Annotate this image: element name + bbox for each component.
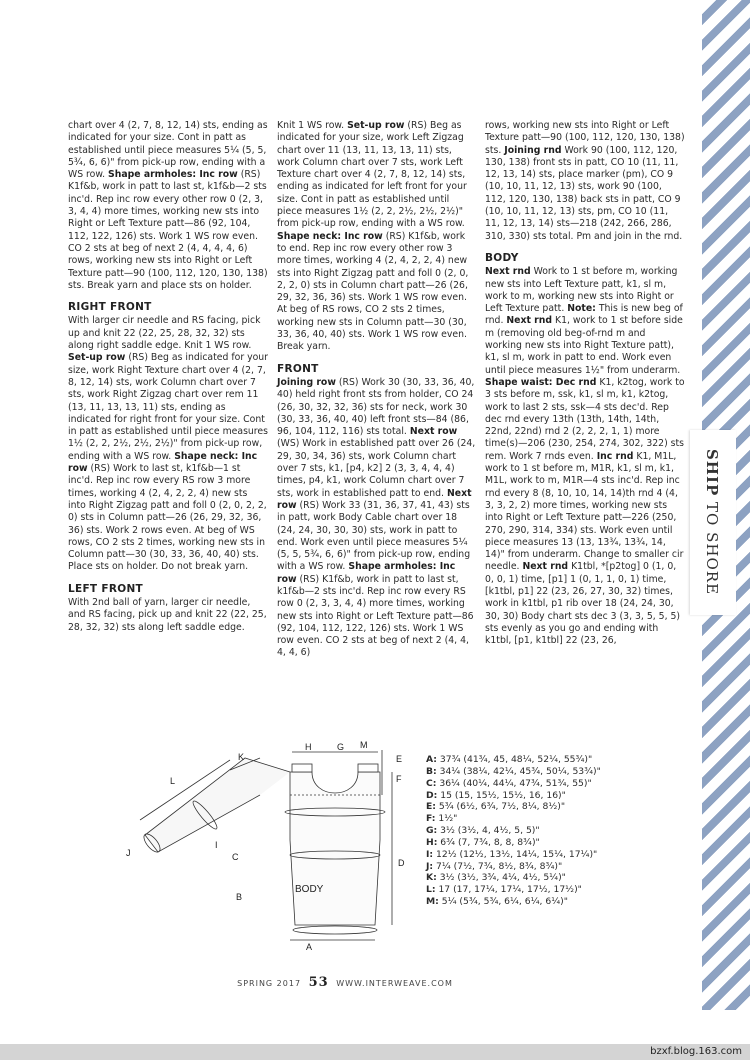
footer-season: SPRING 2017	[237, 979, 302, 988]
label-l: L	[170, 776, 176, 786]
label-j: J	[126, 848, 131, 858]
label-d: D	[398, 858, 405, 868]
label-m: M	[360, 740, 368, 750]
hip-oval	[293, 926, 377, 934]
schematic-diagram	[110, 740, 410, 950]
measurements-list	[426, 754, 626, 908]
label-h: H	[305, 742, 312, 752]
label-f: F	[396, 774, 402, 784]
measurement-row: D: 15 (15, 15½, 15½, 16, 16)"	[426, 789, 566, 801]
measurement-row: G: 3½ (3½, 4, 4½, 5, 5)"	[426, 825, 540, 837]
label-e: E	[396, 754, 403, 764]
label-g: G	[337, 742, 345, 752]
label-i: I	[215, 840, 218, 850]
measurement-row: J: 7¼ (7½, 7¾, 8½, 8¾, 8¾)"	[426, 860, 563, 872]
measurement-row: B: 34¼ (38¼, 42¼, 45¾, 50¼, 53¾)"	[426, 765, 601, 777]
section-tab-label	[695, 440, 729, 605]
saddle	[358, 764, 378, 772]
heading-right-front: RIGHT FRONT	[68, 301, 152, 314]
footer-site: WWW.INTERWEAVE.COM	[336, 979, 453, 988]
paragraph: With 2nd ball of yarn, larger cir needle, and RS facing, pick up and knit 22 (22, 25, 28, 32, 32) sts along left saddle edge.	[68, 596, 267, 633]
label-body: BODY	[295, 884, 324, 895]
measurement-row: A: 37¾ (41¾, 45, 48¼, 52¼, 55¾)"	[426, 754, 593, 765]
measurement-row: H: 6¾ (7, 7¾, 8, 8, 8¾)"	[426, 836, 540, 848]
heading-left-front: LEFT FRONT	[68, 582, 143, 595]
measurement-row: C: 36¼ (40¼, 44¼, 47¾, 51¾, 55)"	[426, 777, 592, 789]
paragraph: chart over 4 (2, 7, 8, 12, 14) sts, ending as indicated for your size. Cont in patt as established until piece measures 5¼ (5, 5, 5¾, 6, 6)" from pick-up row, ending with a WS row. Shape armholes: Inc row (RS) K1f&b, work in patt to last st, k1f&b—2 sts inc'd. Rep inc row every other row 0 (2, 3, 3, 4, 4) more times, working new sts into Right or Left Texture patt—86 (92, 104, 112, 122, 126) sts. Work 1 WS row even. CO 2 sts at beg of next 2 (4, 4, 4, 4, 6) rows, working new sts into Right or Left Texture patt—90 (100, 112, 120, 130, 138) sts. Break yarn and place sts on holder.	[68, 120, 268, 291]
paragraph: Knit 1 WS row. Set-up row (RS) Beg as indicated for your size, work Left Zigzag chart over 11 (13, 11, 13, 13, 11) sts, work Column chart over 7 sts, work Left Texture chart over 4 (2, 7, 8, 12, 14) sts, ending as indicated for left front for your size. Cont in patt as established until piece measures 1½ (2, 2, 2½, 2½, 2½)" from pick-up row, ending with a WS row. Shape neck: Inc row (RS) K1f&b, work to end. Rep inc row every other row 3 more times, working 4 (2, 4, 2, 2, 4) new sts into Right Zigzag patt and foll 0 (2, 0, 2, 2, 0) sts in Column chart patt—26 (26, 29, 32, 36, 36) sts. Work 1 WS row even. At beg of RS rows, CO 2 sts 2 times, working new sts in Column patt—30 (30, 33, 36, 40, 40) sts. Work 1 WS row even. Break yarn.	[277, 120, 469, 353]
label-b: B	[236, 892, 243, 902]
label-a: A	[306, 942, 313, 950]
heading-body: BODY	[485, 251, 519, 264]
measurement-row: K: 3½ (3½, 3¾, 4¼, 4½, 5¼)"	[426, 872, 566, 884]
credit-text: bzxf.blog.163.com	[650, 1046, 742, 1057]
text-column-1	[68, 120, 268, 634]
saddle	[292, 764, 312, 772]
label-k: K	[238, 752, 245, 762]
sleeve-outline	[145, 758, 290, 852]
text-column-3	[485, 120, 685, 647]
tab-bold: SHIP	[703, 448, 721, 497]
measurement-row: F: 1½"	[426, 813, 458, 825]
measurement-row: L: 17 (17, 17¼, 17¼, 17½, 17½)"	[426, 884, 582, 896]
paragraph: Next rnd Work to 1 st before m, working new sts into Left Texture patt, k1, sl m, work to m, working new sts into Right or Left Texture patt. Note: This is new beg of rnd. Next rnd K1, work to 1 st before side m (removing old beg-of-rnd m and working new sts into Right Texture patt), k1, sl m, work in patt to end. Work even until piece measures 1½" from underarm. Shape waist: Dec rnd K1, k2tog, work to 3 sts before m, ssk, k1, sl m, k1, k2tog, work to last 2 sts, ssk—4 sts dec'd. Rep dec rnd every 13th (13th, 14th, 14th, 22nd, 22nd) rnd 2 (2, 2, 2, 1, 1) more time(s)—206 (230, 254, 274, 302, 322) sts rem. Work 7 rnds even. Inc rnd K1, M1L, work to 1 st before m, M1R, k1, sl m, k1, M1L, work to m, M1R—4 sts inc'd. Rep inc rnd every 8 (8, 10, 10, 14, 14)th rnd 4 (4, 3, 3, 2, 2) more times, working new sts into Right or Left Texture patt—226 (250, 270, 290, 314, 334) sts. Work even until piece measures 13 (13, 13¾, 13¾, 14, 14)" from underarm. Change to smaller cir needle. Next rnd K1tbl, *[p2tog] 0 (1, 0, 0, 0, 1) time, [p1] 1 (0, 1, 1, 0, 1) time, [k1tbl, p1] 22 (23, 26, 27, 30, 32) times, work in k1tbl, p1 rib over 18 (24, 24, 30, 30, 30) Body chart sts dec 3 (3, 3, 5, 5, 5) sts evenly as you go and ending with k1tbl, [p1, k1tbl] 22 (23, 26,	[485, 266, 685, 647]
measurement-row: I: 12½ (12½, 13½, 14¼, 15¼, 17¼)"	[426, 848, 598, 860]
page-footer	[0, 975, 690, 990]
page-number: 53	[308, 975, 329, 990]
credit-bar	[0, 1044, 750, 1060]
label-c: C	[232, 852, 239, 862]
paragraph: Joining row (RS) Work 30 (30, 33, 36, 40, 40) held right front sts from holder, CO 24 (26, 30, 32, 32, 36) sts for neck, work 30 (30, 33, 36, 40, 40) left front sts—84 (86, 96, 104, 112, 116) sts total. Next row (WS) Work in established patt over 26 (24, 29, 30, 34, 36) sts, work Column chart over 7 sts, k1, [p4, k2] 2 (3, 3, 4, 4, 4) times, p4, k1, work Column chart over 7 sts, work in established patt to end. Next row (RS) Work 33 (31, 36, 37, 41, 43) sts in patt, work Body Cable chart over 18 (24, 24, 30, 30, 30) sts, work in patt to end. Work even until piece measures 5¼ (5, 5, 5¾, 6, 6)" from pick-up row, ending with a WS row. Shape armholes: Inc row (RS) K1f&b, work in patt to last st, k1f&b—2 sts inc'd. Rep inc row every RS row 0 (2, 3, 3, 4, 4) more times, working new sts into Right or Left Texture patt—86 (92, 104, 112, 122, 126) sts. Work 1 WS row even. CO 2 sts at beg of next 2 (4, 4, 4, 4, 6)	[277, 376, 476, 659]
text-column-2	[277, 120, 477, 660]
measurement-row: E: 5¾ (6½, 6¾, 7½, 8¼, 8½)"	[426, 801, 566, 813]
paragraph: With larger cir needle and RS facing, pick up and knit 22 (22, 25, 28, 32, 32) sts along right saddle edge. Knit 1 WS row. Set-up row (RS) Beg as indicated for your size, work Right Texture chart over 4 (2, 7, 8, 12, 14) sts, work Column chart over 7 sts, work Right Zigzag chart over rem 11 (13, 11, 13, 13, 11) sts, ending as indicated for right front for your size. Cont in patt as established until piece measures 1½ (2, 2, 2½, 2½, 2½)" from pick-up row, ending with a WS row. Shape neck: Inc row (RS) Work to last st, k1f&b—1 st inc'd. Rep inc row every RS row 3 more times, working 4 (2, 4, 2, 2, 4) new sts into Right Zigzag patt and foll 0 (2, 0, 2, 2, 0) sts in Column patt—26 (26, 29, 32, 36, 36) sts. Work 2 rows even. At beg of WS rows, CO 2 sts 2 times, working new sts in Column patt—30 (30, 33, 36, 40, 40) sts. Place sts on holder. Do not break yarn.	[68, 315, 268, 573]
heading-front: FRONT	[277, 362, 319, 375]
tab-rest: TO SHORE	[703, 496, 721, 596]
paragraph: rows, working new sts into Right or Left Texture patt—90 (100, 112, 120, 130, 138) sts. Joining rnd Work 90 (100, 112, 120, 130, 138) front sts in patt, CO 10 (11, 11, 12, 13, 14) sts, place marker (pm), CO 9 (10, 10, 11, 12, 13) sts, work 90 (100, 112, 120, 130, 138) back sts in patt, CO 9 (10, 10, 11, 12, 13) sts, pm, CO 10 (11, 11, 12, 13, 14) sts—218 (242, 266, 286, 310, 330) sts total. Pm and join in the rnd.	[485, 120, 685, 242]
measurement-row: M: 5¼ (5¾, 5¾, 6¼, 6¼, 6¼)"	[426, 896, 568, 908]
